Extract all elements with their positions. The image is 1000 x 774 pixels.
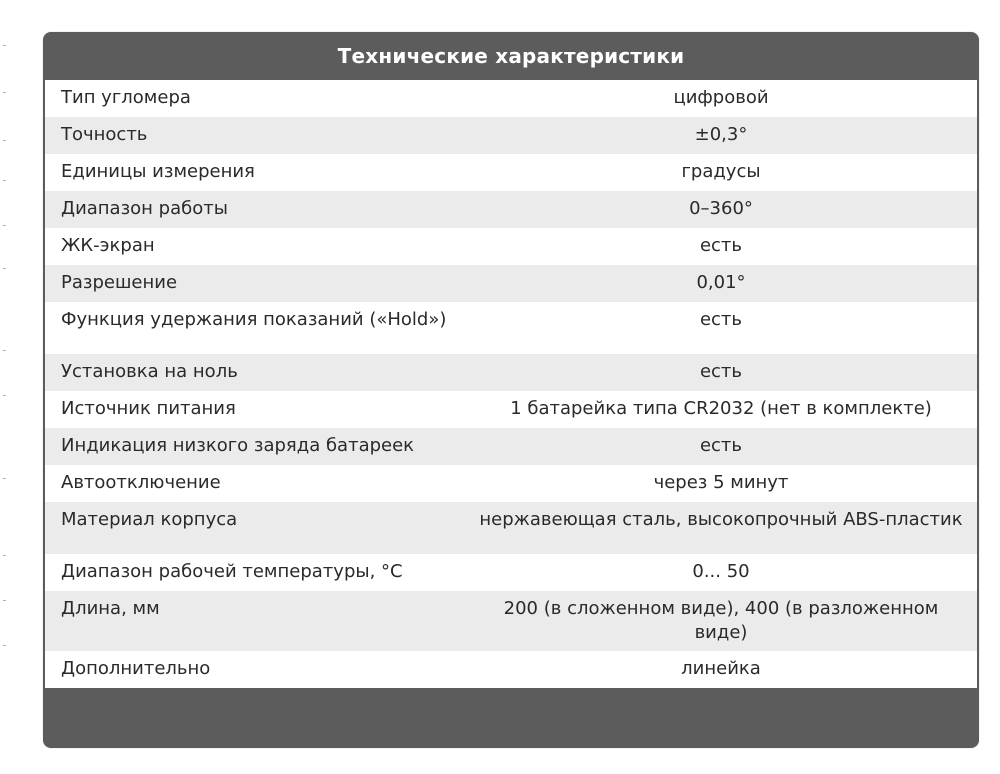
table-row [45,265,977,302]
spec-value: есть [699,309,743,330]
spec-name: Разрешение [61,272,178,293]
margin-mark [3,555,6,556]
spec-name: Автоотключение [61,472,221,493]
margin-mark [3,645,6,646]
spec-name: Диапазон рабочей температуры, °C [61,561,403,582]
spec-name: ЖК-экран [61,235,155,256]
spec-name: Установка на ноль [61,361,238,382]
table-row [45,651,977,688]
spec-value: есть [699,235,743,256]
table-row [45,228,977,265]
table-row [45,391,977,428]
spec-value: 0,01° [696,272,746,293]
table-row [45,465,977,502]
spec-value: ±0,3° [694,124,748,145]
margin-mark [3,180,6,181]
spec-value: 0–360° [689,198,753,219]
table-row [45,354,977,391]
spec-name: Материал корпуса [61,509,238,530]
spec-name: Дополнительно [61,658,211,679]
table-row [45,302,977,354]
margin-mark [3,268,6,269]
margin-mark [3,478,6,479]
spec-name: Единицы измерения [61,161,255,182]
left-margin-marks [0,0,12,774]
spec-table [45,80,977,688]
spec-value: 1 батарейка типа CR2032 (нет в комплекте) [510,398,932,419]
spec-name: Индикация низкого заряда батареек [61,435,415,456]
spec-name: Источник питания [61,398,236,419]
table-row [45,154,977,191]
spec-table-title: Технические характеристики [337,44,685,68]
table-row [45,191,977,228]
table-row [45,428,977,465]
spec-value: цифровой [673,87,769,108]
table-row [45,502,977,554]
margin-mark [3,600,6,601]
spec-value: есть [699,361,743,382]
spec-value: через 5 минут [653,472,789,493]
table-row [45,591,977,651]
spec-value: 0... 50 [692,561,750,582]
table-row [45,554,977,591]
spec-value: есть [699,435,743,456]
spec-name: Функция удержания показаний («Hold») [61,309,447,330]
spec-card [43,32,979,748]
table-row [45,80,977,117]
spec-name: Длина, мм [61,598,160,619]
margin-mark [3,350,6,351]
table-row [45,117,977,154]
margin-mark [3,140,6,141]
margin-mark [3,395,6,396]
spec-name: Тип угломера [61,87,191,108]
margin-mark [3,92,6,93]
spec-value: линейка [681,658,761,679]
spec-value: градусы [681,161,761,182]
spec-value: нержавеющая сталь, высокопрочный ABS-пластик [479,509,963,530]
spec-value: 200 (в сложенном виде), 400 (в разложенном виде) [503,598,939,643]
spec-name: Диапазон работы [61,198,228,219]
spec-name: Точность [61,124,148,145]
margin-mark [3,225,6,226]
margin-mark [3,45,6,46]
